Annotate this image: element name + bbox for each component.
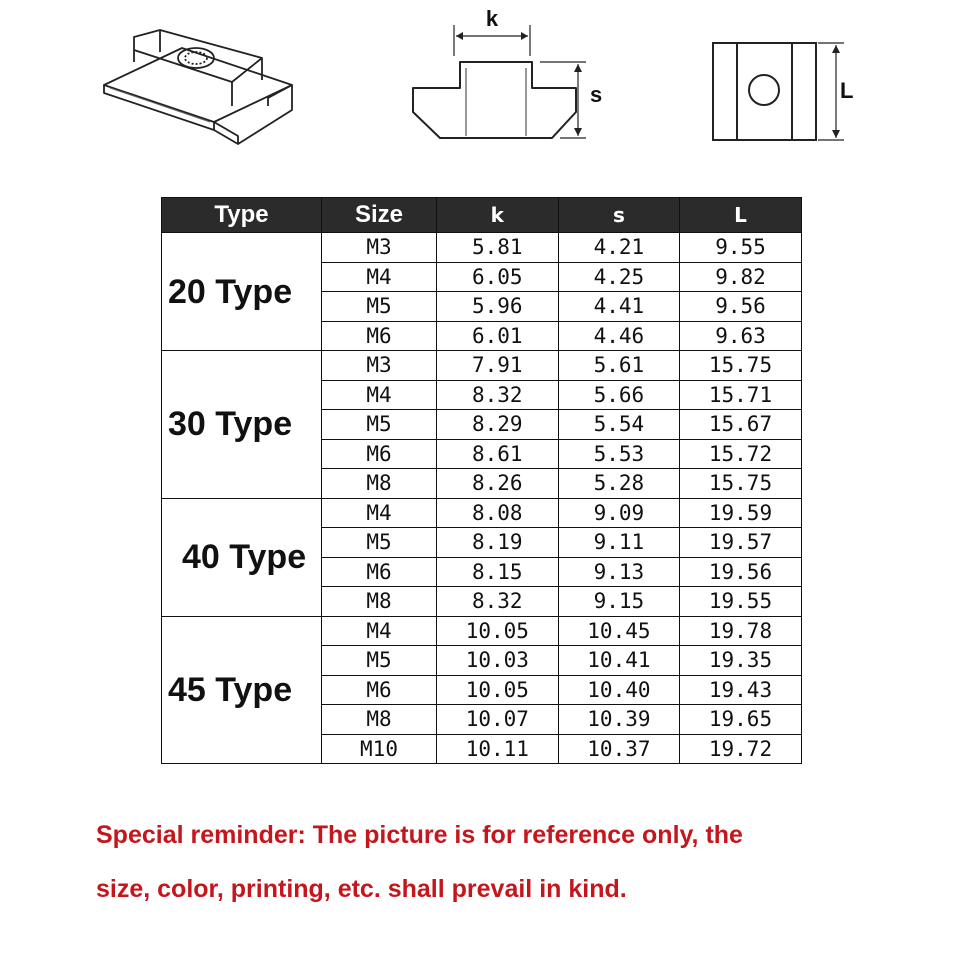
k-cell: 7.91 [437, 351, 559, 381]
size-column-header: Size [322, 198, 437, 233]
l-cell: 15.67 [680, 410, 802, 440]
k-cell: 8.19 [437, 528, 559, 558]
l-cell: 15.75 [680, 469, 802, 499]
k-cell: 10.05 [437, 675, 559, 705]
l-cell: 19.55 [680, 587, 802, 617]
reminder-line-2: size, color, printing, etc. shall prevail in kind. [96, 875, 627, 903]
type-group-label: 20 Type [162, 233, 322, 351]
k-cell: 8.32 [437, 587, 559, 617]
k-cell: 8.15 [437, 557, 559, 587]
k-column-header: k [437, 198, 559, 233]
s-column-header: s [558, 198, 680, 233]
type-group-label: 30 Type [162, 351, 322, 499]
special-reminder-note [96, 808, 896, 916]
size-cell: M4 [322, 498, 437, 528]
s-cell: 5.66 [558, 380, 680, 410]
size-cell: M8 [322, 469, 437, 499]
l-cell: 19.72 [680, 734, 802, 764]
type-column-header: Type [162, 198, 322, 233]
s-cell: 5.53 [558, 439, 680, 469]
k-cell: 10.11 [437, 734, 559, 764]
size-cell: M6 [322, 557, 437, 587]
l-cell: 19.56 [680, 557, 802, 587]
k-cell: 8.08 [437, 498, 559, 528]
size-cell: M3 [322, 233, 437, 263]
l-cell: 19.78 [680, 616, 802, 646]
size-cell: M4 [322, 616, 437, 646]
s-cell: 10.45 [558, 616, 680, 646]
k-cell: 6.01 [437, 321, 559, 351]
s-cell: 10.39 [558, 705, 680, 735]
l-cell: 15.71 [680, 380, 802, 410]
s-cell: 4.21 [558, 233, 680, 263]
l-cell: 9.55 [680, 233, 802, 263]
l-cell: 9.82 [680, 262, 802, 292]
size-cell: M5 [322, 528, 437, 558]
l-cell: 15.75 [680, 351, 802, 381]
l-cell: 19.65 [680, 705, 802, 735]
l-cell: 15.72 [680, 439, 802, 469]
s-cell: 4.46 [558, 321, 680, 351]
s-cell: 5.61 [558, 351, 680, 381]
l-cell: 19.57 [680, 528, 802, 558]
k-cell: 5.81 [437, 233, 559, 263]
size-cell: M5 [322, 646, 437, 676]
l-cell: 19.59 [680, 498, 802, 528]
size-cell: M6 [322, 675, 437, 705]
table-row [162, 498, 802, 528]
type-group-label: 40 Type [162, 498, 322, 616]
s-dimension-label: s [590, 82, 603, 107]
k-cell: 10.05 [437, 616, 559, 646]
s-cell: 4.41 [558, 292, 680, 322]
size-cell: M6 [322, 439, 437, 469]
k-cell: 8.32 [437, 380, 559, 410]
k-cell: 10.07 [437, 705, 559, 735]
k-cell: 10.03 [437, 646, 559, 676]
size-cell: M8 [322, 705, 437, 735]
t-nut-top-view-icon [713, 43, 844, 140]
k-dimension-label: k [485, 6, 499, 31]
s-cell: 4.25 [558, 262, 680, 292]
dimension-diagram [0, 0, 960, 190]
s-cell: 9.09 [558, 498, 680, 528]
s-cell: 9.11 [558, 528, 680, 558]
type-group-label: 45 Type [162, 616, 322, 764]
table-row [162, 233, 802, 263]
l-dimension-label: L [840, 78, 854, 103]
table-row [162, 351, 802, 381]
s-cell: 5.54 [558, 410, 680, 440]
size-cell: M4 [322, 262, 437, 292]
size-cell: M10 [322, 734, 437, 764]
size-cell: M5 [322, 292, 437, 322]
size-cell: M5 [322, 410, 437, 440]
reminder-line-1: Special reminder: The picture is for reference only, the [96, 821, 743, 849]
dimension-table [161, 197, 802, 764]
s-cell: 10.40 [558, 675, 680, 705]
t-nut-3d-icon [104, 30, 292, 144]
table-header-row [162, 198, 802, 233]
s-cell: 9.13 [558, 557, 680, 587]
size-cell: M4 [322, 380, 437, 410]
t-nut-profile-icon [413, 25, 586, 138]
k-cell: 6.05 [437, 262, 559, 292]
size-cell: M8 [322, 587, 437, 617]
s-cell: 5.28 [558, 469, 680, 499]
k-cell: 8.26 [437, 469, 559, 499]
s-cell: 10.37 [558, 734, 680, 764]
size-cell: M3 [322, 351, 437, 381]
s-cell: 9.15 [558, 587, 680, 617]
table-row [162, 616, 802, 646]
l-cell: 19.35 [680, 646, 802, 676]
l-column-header: L [680, 198, 802, 233]
l-cell: 9.63 [680, 321, 802, 351]
k-cell: 5.96 [437, 292, 559, 322]
l-cell: 19.43 [680, 675, 802, 705]
s-cell: 10.41 [558, 646, 680, 676]
size-cell: M6 [322, 321, 437, 351]
l-cell: 9.56 [680, 292, 802, 322]
k-cell: 8.29 [437, 410, 559, 440]
k-cell: 8.61 [437, 439, 559, 469]
